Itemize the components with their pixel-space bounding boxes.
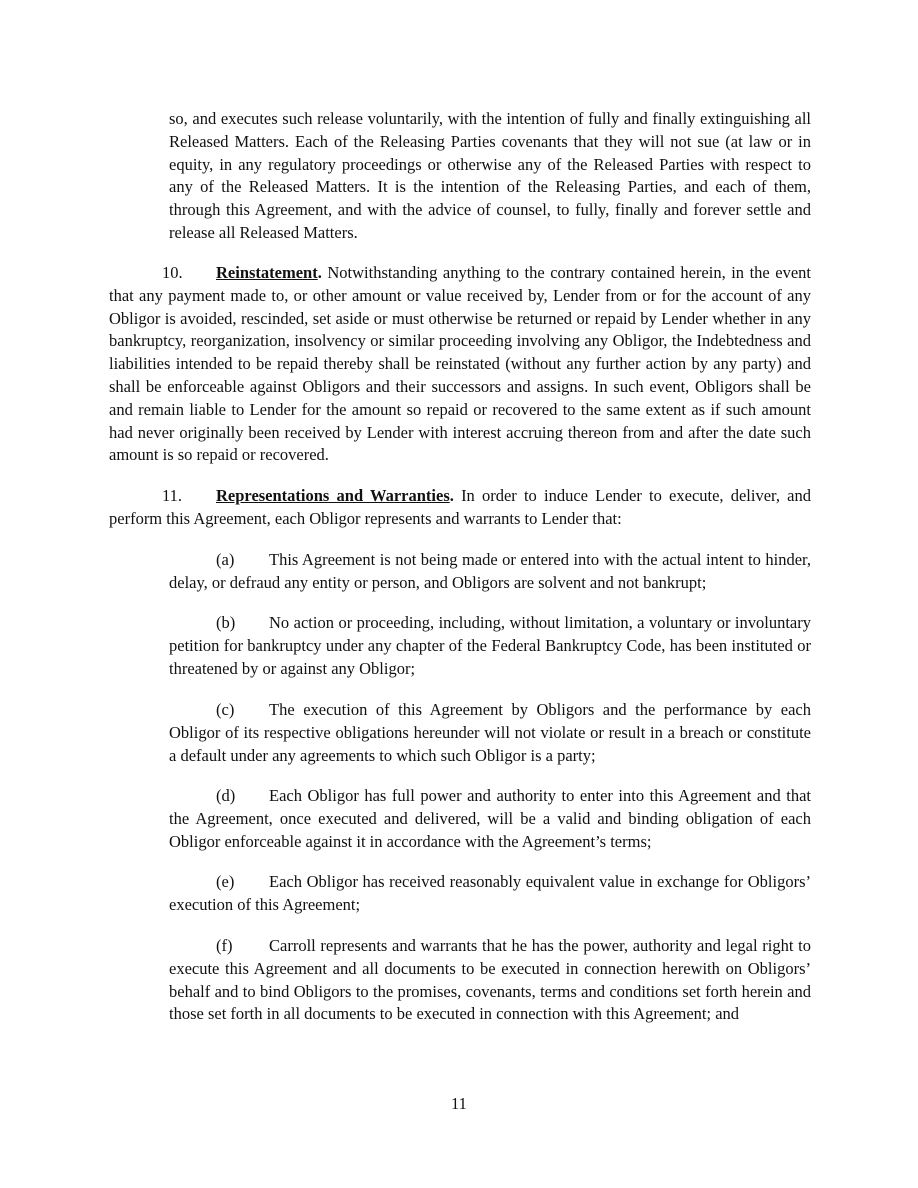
section-10-paragraph	[109, 262, 811, 467]
section-10-number: 10.	[162, 263, 183, 282]
subsection-d-paragraph	[169, 785, 811, 853]
subsection-d-label: (d)	[216, 786, 236, 805]
subsection-f-label: (f)	[216, 936, 233, 955]
section-11-heading: Representations and Warranties	[216, 486, 450, 505]
subsection-a-label: (a)	[216, 550, 235, 569]
subsection-c-paragraph	[169, 699, 811, 767]
continuation-paragraph: so, and executes such release voluntarily, with the intention of fully and finally extinguishing all Released Matters. Each of the Releasing Parties covenants that they will not sue (at law or in equity, in any regulatory proceedings or otherwise any of the Released Parties with respect to any of the Released Matters. It is the intention of the Releasing Parties, and each of them, through this Agreement, and with the advice of counsel, to fully, finally and forever settle and release all Released Matters.	[169, 109, 811, 242]
subsection-c-text: The execution of this Agreement by Obligors and the performance by each Obligor of its respective obligations hereunder will not violate or result in a breach or constitute a default under any agreements to which such Obligor is a party;	[169, 700, 811, 765]
subsection-b-paragraph	[169, 612, 811, 680]
subsection-c-label: (c)	[216, 700, 235, 719]
subsection-b-label: (b)	[216, 613, 236, 632]
subsection-f-text: Carroll represents and warrants that he has the power, authority and legal right to execute this Agreement and all documents to be executed in connection herewith on Obligors’ behalf and to bind Obligors to the promises, covenants, terms and conditions set forth herein and those set forth in all documents to be executed in connection with this Agreement; and	[169, 936, 811, 1024]
page-number: 11	[451, 1094, 467, 1113]
section-11-text: In order to induce Lender to execute, deliver, and perform this Agreement, each Obligor represents and warrants to Lender that:	[109, 486, 812, 528]
section-10-heading-punct: .	[317, 263, 322, 282]
section-10-heading: Reinstatement	[216, 263, 318, 282]
subsection-f-paragraph	[169, 935, 811, 1026]
subsection-e-text: Each Obligor has received reasonably equivalent value in exchange for Obligors’ execution of this Agreement;	[169, 872, 811, 914]
subsection-a-paragraph	[169, 549, 811, 595]
subsection-e-label: (e)	[216, 872, 235, 891]
subsection-e-paragraph	[169, 871, 811, 917]
subsection-d-text: Each Obligor has full power and authority to enter into this Agreement and that the Agreement, once executed and delivered, will be a valid and binding obligation of each Obligor enforceable against it in accordance with the Agreement’s terms;	[169, 786, 811, 851]
subsection-a-text: This Agreement is not being made or entered into with the actual intent to hinder, delay, or defraud any entity or person, and Obligors are solvent and not bankrupt;	[169, 550, 811, 592]
section-11-number: 11.	[162, 486, 183, 505]
section-10-text: Notwithstanding anything to the contrary contained herein, in the event that any payment made to, or other amount or value received by, Lender from or for the account of any Obligor is avoided, rescinded, set aside or must otherwise be returned or repaid by Lender whether in any bankruptcy, reorganization, insolvency or similar proceeding involving any Obligor, the Indebtedness and liabilities intended to be repaid thereby shall be reinstated (without any further action by any party) and shall be enforceable against Obligors and their successors and assigns. In such event, Obligors shall be and remain liable to Lender for the amount so repaid or recovered to the same extent as if such amount had never originally been received by Lender with interest accruing thereon from and after the date such amount is so repaid or recovered.	[109, 263, 811, 465]
section-11-paragraph	[109, 485, 811, 531]
subsection-b-text: No action or proceeding, including, without limitation, a voluntary or involuntary petition for bankruptcy under any chapter of the Federal Bankruptcy Code, has been instituted or threatened by or against any Obligor;	[169, 613, 811, 678]
section-11-heading-punct: .	[449, 486, 454, 505]
